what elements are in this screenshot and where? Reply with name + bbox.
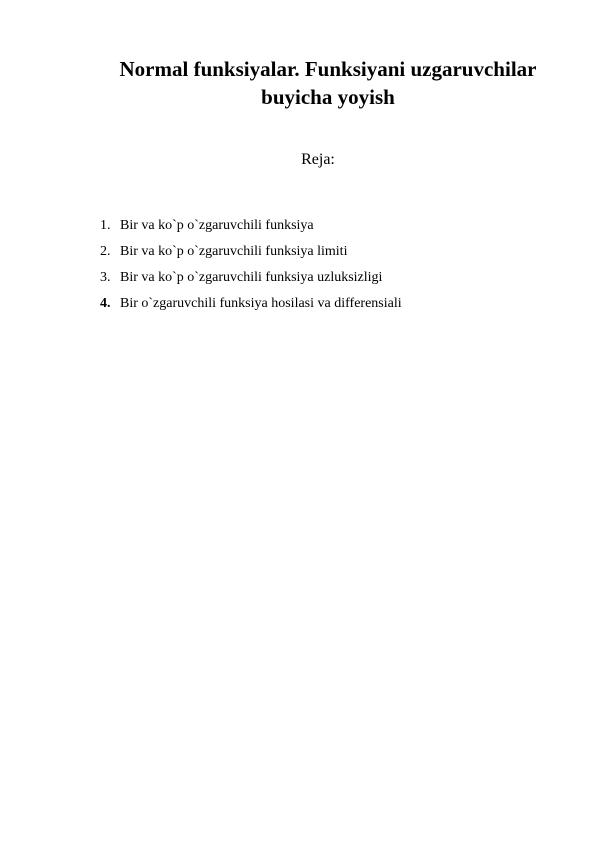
plan-item [100, 268, 402, 294]
document-title-line-1: Normal funksiyalar. Funksiyani uzgaruvchilar [119, 57, 537, 81]
plan-item [100, 216, 402, 242]
plan-list [100, 216, 402, 320]
plan-item-number: 1. [100, 218, 111, 233]
document-title [60, 55, 596, 111]
plan-item-text: Bir va ko`p o`zgaruvchili funksiya uzluksizligi [120, 270, 383, 285]
plan-item-text: Bir va ko`p o`zgaruvchili funksiya limiti [120, 244, 348, 259]
plan-item [100, 242, 402, 268]
plan-item-text: Bir o`zgaruvchili funksiya hosilasi va differensiali [120, 296, 402, 311]
plan-item-text: Bir va ko`p o`zgaruvchili funksiya [120, 218, 314, 233]
plan-item-number: 3. [100, 270, 111, 285]
plan-item-number: 4. [100, 296, 111, 311]
plan-item-number: 2. [100, 244, 111, 259]
document-title-line-2: buyicha yoyish [261, 85, 395, 109]
plan-item [100, 294, 402, 320]
plan-heading: Reja: [301, 151, 335, 168]
